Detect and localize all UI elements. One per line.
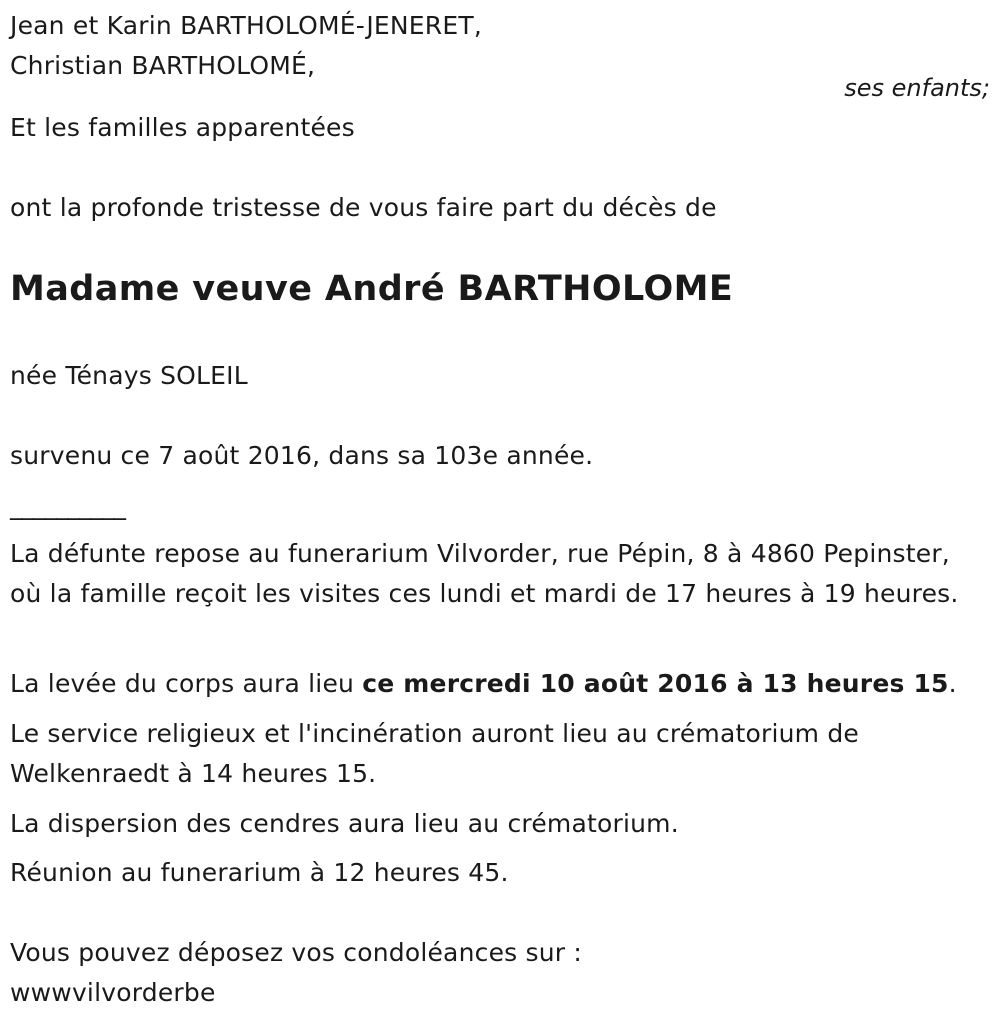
reunion-paragraph: Réunion au funerarium à 12 heures 45.: [10, 858, 509, 887]
announcement-text: ont la profonde tristesse de vous faire part du décès de: [10, 193, 717, 222]
service-paragraph: Le service religieux et l'incinération auront lieu au crématorium de Welkenraedt à 14 heures 15.: [10, 719, 859, 788]
levee-date: ce mercredi 10 août 2016 à 13 heures 15: [362, 669, 949, 698]
maiden-name: née Ténays SOLEIL: [10, 361, 248, 390]
deceased-name: Madame veuve André BARTHOLOME: [10, 269, 734, 309]
family-line-relatives: Et les familles apparentées: [10, 113, 355, 142]
levee-suffix: .: [948, 669, 957, 698]
dispersion-paragraph: La dispersion des cendres aura lieu au crématorium.: [10, 809, 679, 838]
family-line-son: Christian BARTHOLOMÉ,: [10, 51, 316, 80]
levee-prefix: La levée du corps aura lieu: [10, 669, 363, 698]
condolences-text: Vous pouvez déposez vos condoléances sur :: [10, 938, 583, 967]
death-date: survenu ce 7 août 2016, dans sa 103e année.: [10, 441, 594, 470]
repose-paragraph: La défunte repose au funerarium Vilvorder, rue Pépin, 8 à 4860 Pepinster, où la famille reçoit les visites ces lundi et mardi de 17 heures à 19 heures.: [10, 539, 959, 608]
family-line-children: Jean et Karin BARTHOLOMÉ-JENERET,: [10, 11, 482, 40]
condolences-website[interactable]: wwwvilvorderbe: [10, 978, 216, 1007]
family-role: ses enfants;: [844, 74, 990, 102]
separator-line: __________: [10, 491, 125, 520]
levee-paragraph: [10, 664, 957, 704]
